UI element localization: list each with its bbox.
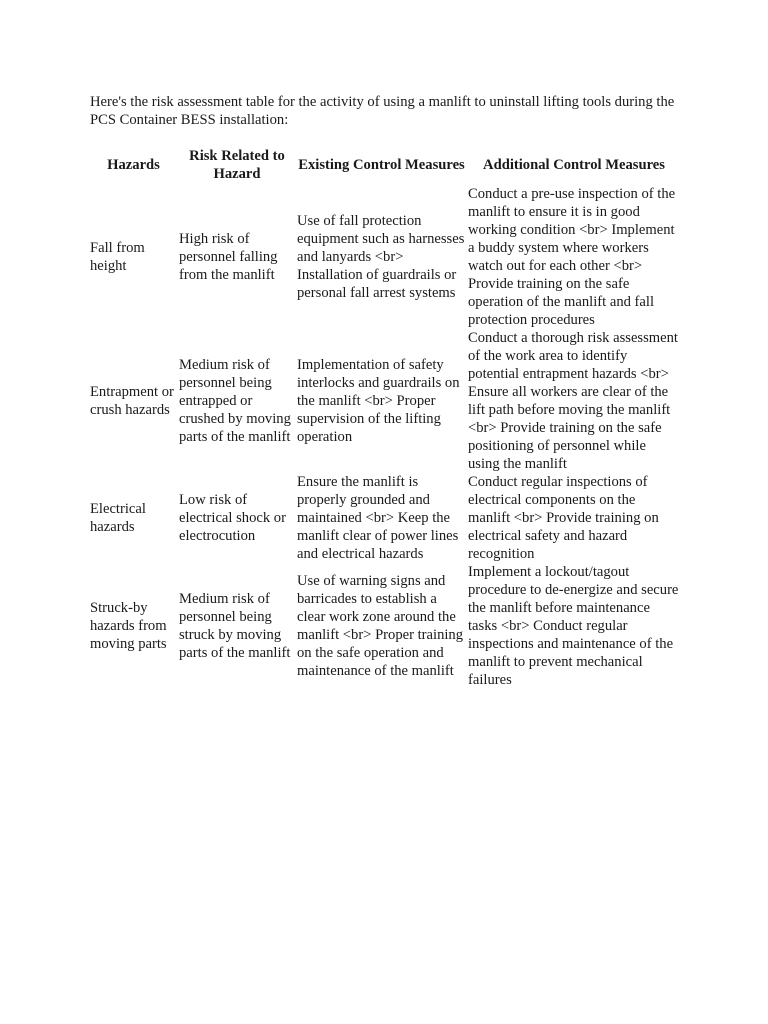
existing-controls-cell: Ensure the manlift is properly grounded and maintained <br> Keep the manlift clear of power lines and electrical hazards xyxy=(297,474,459,562)
table-header-row xyxy=(88,145,680,185)
risk-cell: High risk of personnel falling from the manlift xyxy=(179,231,278,283)
additional-controls-cell: Conduct a thorough risk assessment of the work area to identify potential entrapment hazards <br> Ensure all workers are clear of the lift path before moving the manlift <br> Provide training on the safe positioning of personnel while using the manlift xyxy=(468,330,678,472)
existing-controls-cell: Implementation of safety interlocks and guardrails on the manlift <br> Proper supervision of the lifting operation xyxy=(297,357,460,445)
hazard-cell: Struck-by hazards from moving parts xyxy=(90,600,167,652)
table-row xyxy=(88,329,680,473)
additional-controls-cell: Conduct regular inspections of electrical components on the manlift <br> Provide training on electrical safety and hazard recognition xyxy=(468,474,659,562)
table-row xyxy=(88,185,680,329)
intro-paragraph: Here's the risk assessment table for the activity of using a manlift to uninstall lifting tools during the PCS Container BESS installation: xyxy=(90,94,675,128)
risk-assessment-table xyxy=(88,145,680,689)
hazard-cell: Fall from height xyxy=(90,240,145,274)
additional-controls-cell: Implement a lockout/tagout procedure to de-energize and secure the manlift before maintenance tasks <br> Conduct regular inspections and maintenance of the manlift to prevent mechanical failures xyxy=(468,564,679,688)
risk-cell: Low risk of electrical shock or electrocution xyxy=(179,492,286,544)
existing-controls-cell: Use of fall protection equipment such as harnesses and lanyards <br> Installation of guardrails or personal fall arrest systems xyxy=(297,213,465,301)
hazard-cell: Electrical hazards xyxy=(90,501,146,535)
hazard-cell: Entrapment or crush hazards xyxy=(90,384,174,418)
table-row xyxy=(88,563,680,689)
header-additional-controls: Additional Control Measures xyxy=(483,157,665,173)
header-hazards: Hazards xyxy=(107,157,160,173)
risk-cell: Medium risk of personnel being struck by moving parts of the manlift xyxy=(179,591,291,661)
additional-controls-cell: Conduct a pre-use inspection of the manlift to ensure it is in good working condition <br> Implement a buddy system where workers watch out for each other <br> Provide training on the safe operation of the manlift and fall protection procedures xyxy=(468,186,676,328)
table-row xyxy=(88,473,680,563)
risk-cell: Medium risk of personnel being entrapped or crushed by moving parts of the manlift xyxy=(179,357,291,445)
header-risk: Risk Related to Hazard xyxy=(189,148,285,182)
header-existing-controls: Existing Control Measures xyxy=(298,157,465,173)
existing-controls-cell: Use of warning signs and barricades to establish a clear work zone around the manlift <br> Proper training on the safe operation and maintenance of the manlift xyxy=(297,573,464,679)
